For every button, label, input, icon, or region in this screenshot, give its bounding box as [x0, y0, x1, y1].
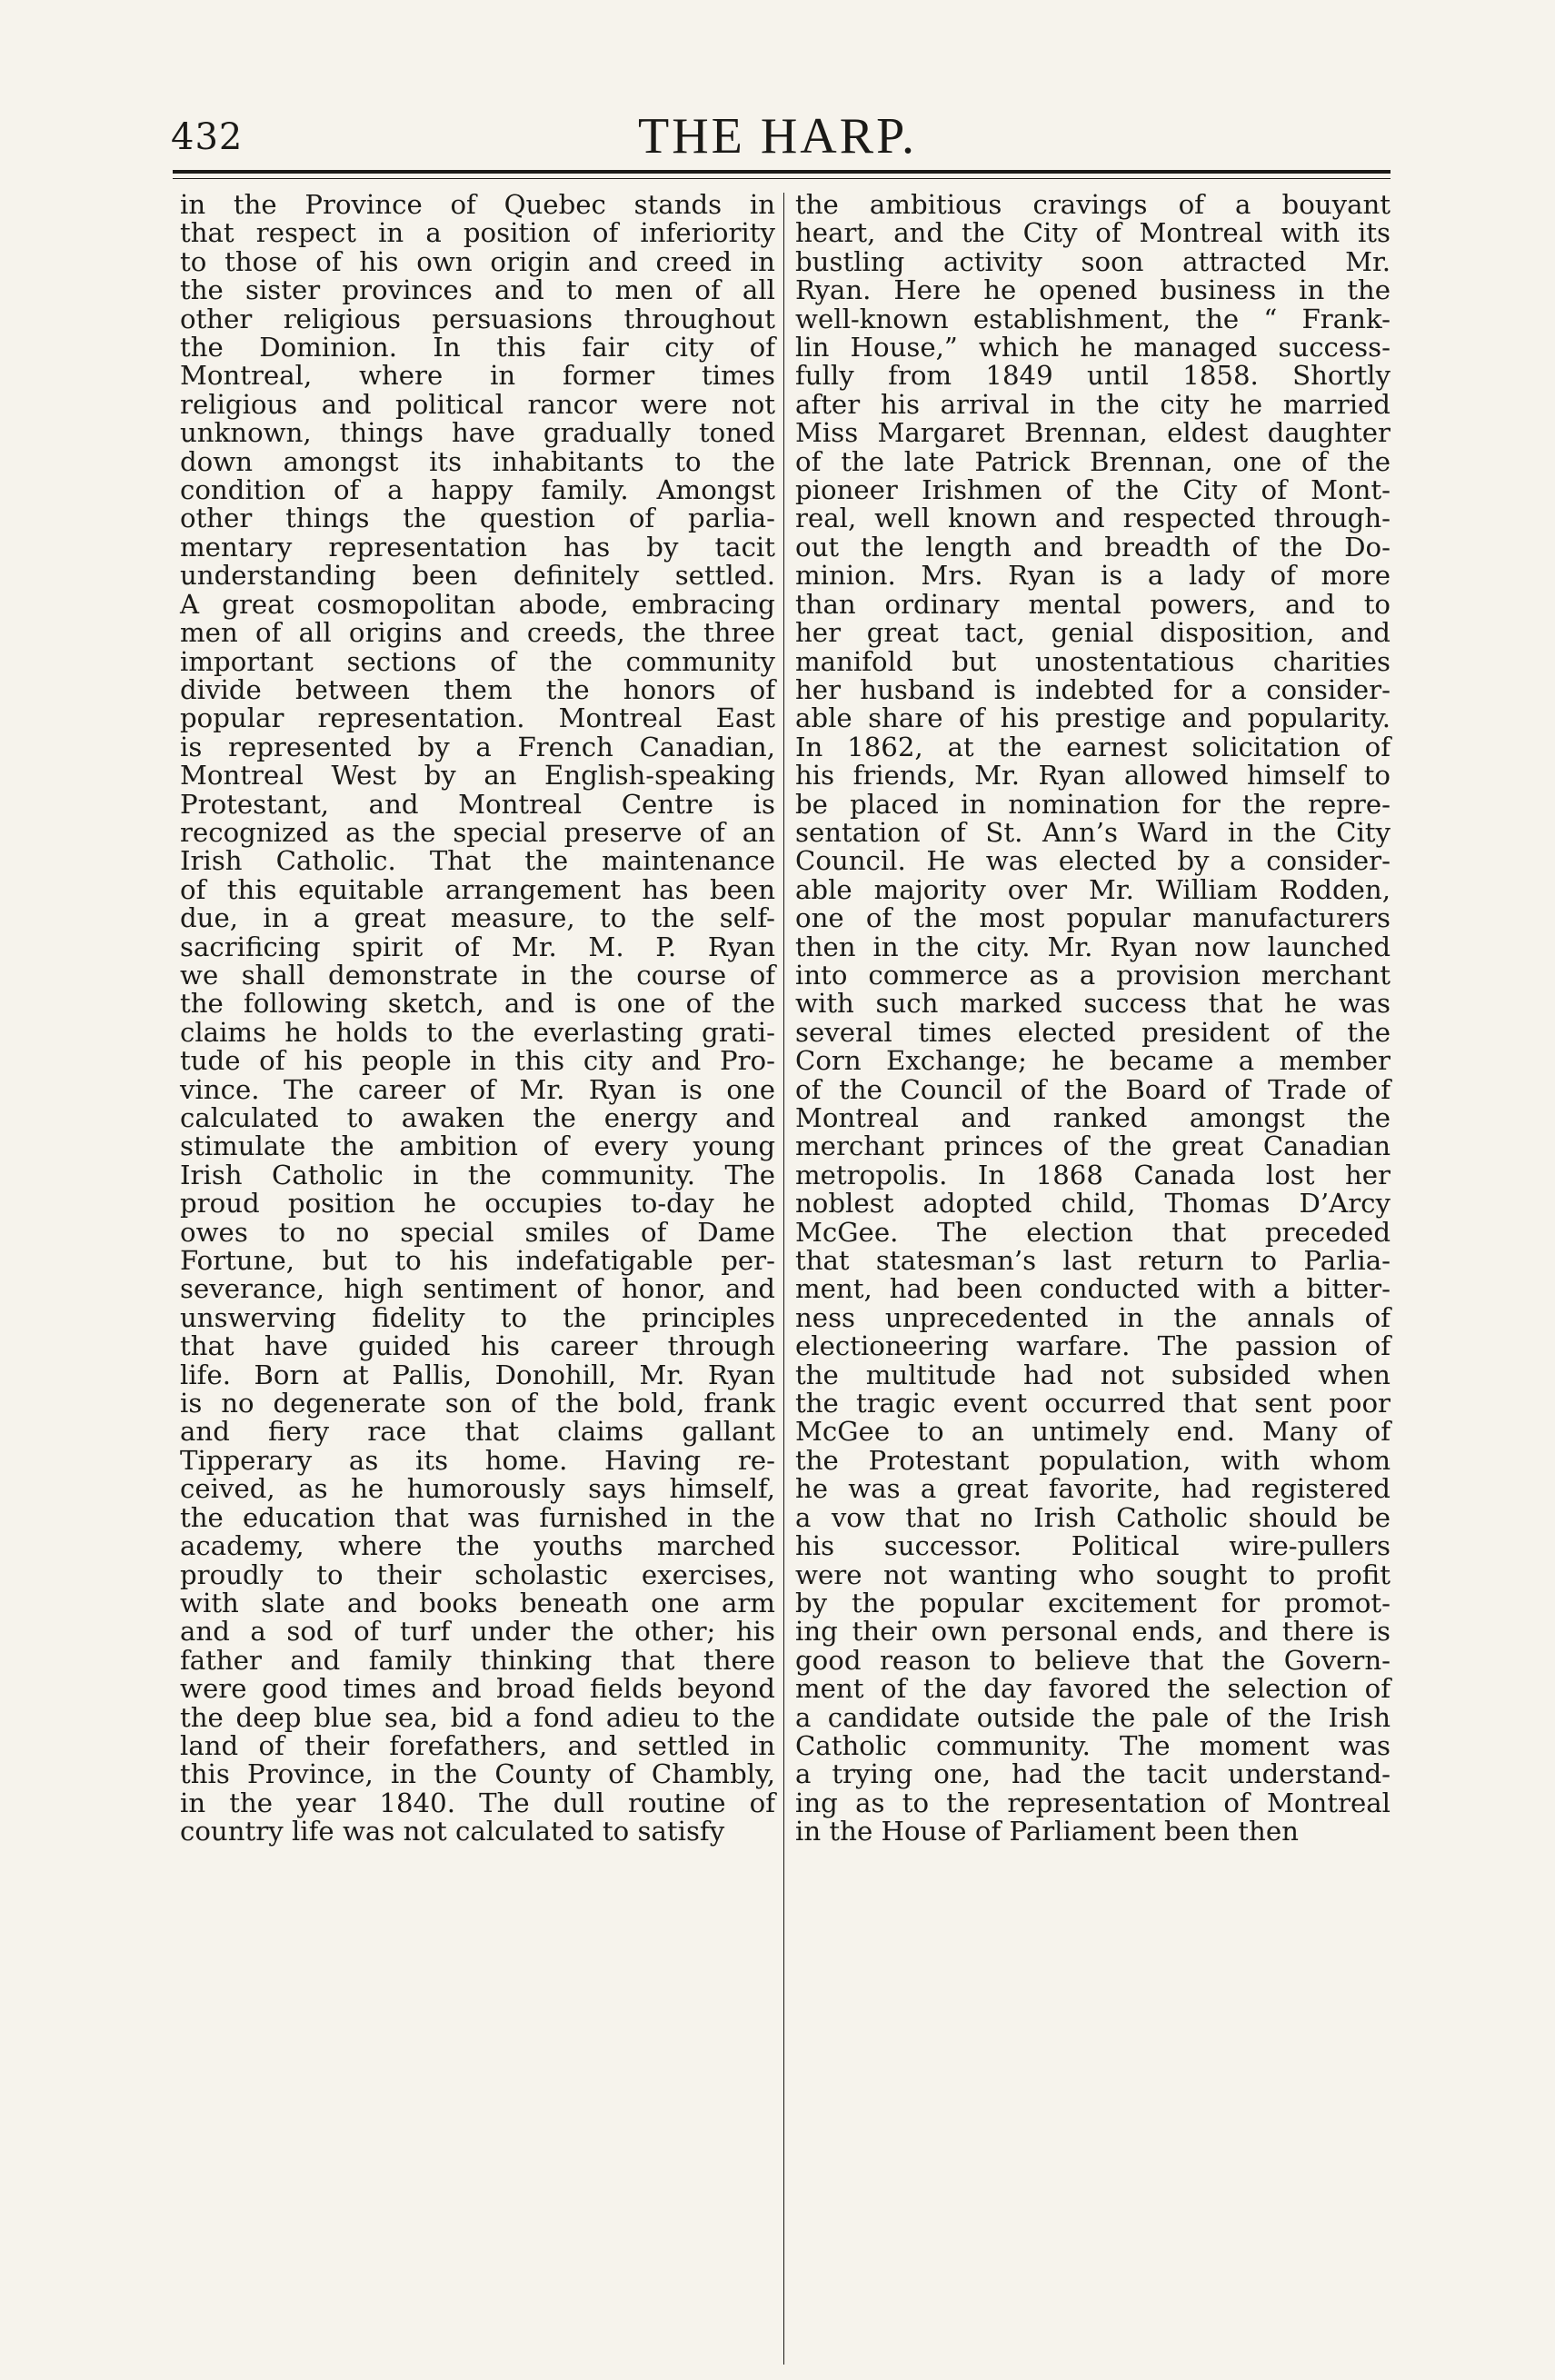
- text-line: A great cosmopolitan abode, embracing: [180, 588, 775, 620]
- column-divider: [783, 193, 784, 2365]
- text-line: in the House of Parliament been then: [795, 1816, 1299, 1847]
- text-line: Corn Exchange; he became a member: [795, 1045, 1391, 1077]
- text-line: of this equitable arrangement has been: [180, 873, 775, 905]
- text-line: ceived, as he humorously says himself,: [180, 1473, 775, 1505]
- left-column: [180, 191, 775, 1847]
- text-line: and a sod of turf under the other; his: [180, 1616, 775, 1648]
- text-line: ment of the day favored the selection of: [795, 1673, 1391, 1705]
- text-line: be placed in nomination for the repre-: [795, 788, 1391, 820]
- text-line: heart, and the City of Montreal with its: [795, 217, 1391, 249]
- text-line: by the popular excitement for promot-: [795, 1587, 1391, 1618]
- text-line: his friends, Mr. Ryan allowed himself to: [795, 760, 1391, 792]
- text-line: metropolis. In 1868 Canada lost her: [795, 1159, 1391, 1190]
- text-line: father and family thinking that there: [180, 1644, 775, 1676]
- text-line: a trying one, had the tacit understand-: [795, 1758, 1391, 1790]
- text-line: this Province, in the County of Chambly,: [180, 1758, 775, 1790]
- text-line: country life was not calculated to satisfy: [180, 1816, 725, 1847]
- text-line: of the Council of the Board of Trade of: [795, 1073, 1391, 1105]
- text-line: we shall demonstrate in the course of: [180, 959, 775, 991]
- text-line: vince. The career of Mr. Ryan is one: [180, 1073, 775, 1105]
- text-line: condition of a happy family. Amongst: [180, 474, 775, 506]
- text-line: other religious persuasions throughout: [180, 303, 775, 334]
- text-line: life. Born at Pallis, Donohill, Mr. Ryan: [180, 1359, 775, 1390]
- text-line: the Protestant population, with whom: [795, 1444, 1391, 1476]
- text-line: McGee to an untimely end. Many of: [795, 1416, 1391, 1448]
- text-line: the tragic event occurred that sent poor: [795, 1388, 1391, 1419]
- text-line: then in the city. Mr. Ryan now launched: [795, 931, 1391, 962]
- text-line: fully from 1849 until 1858. Shortly: [795, 360, 1391, 392]
- text-line: good reason to believe that the Govern-: [795, 1644, 1391, 1676]
- text-line: her great tact, genial disposition, and: [795, 617, 1391, 649]
- text-line: Irish Catholic. That the maintenance: [180, 845, 775, 877]
- text-line: with slate and books beneath one arm: [180, 1587, 775, 1618]
- text-line: noblest adopted child, Thomas D’Arcy: [795, 1188, 1391, 1220]
- text-line: Tipperary as its home. Having re-: [180, 1444, 775, 1476]
- text-line: in the year 1840. The dull routine of: [180, 1787, 775, 1818]
- text-line: into commerce as a provision merchant: [795, 959, 1391, 991]
- text-line: merchant princes of the great Canadian: [795, 1130, 1391, 1162]
- text-line: recognized as the special preserve of an: [180, 816, 775, 848]
- text-line: a candidate outside the pale of the Irish: [795, 1701, 1391, 1733]
- text-line: owes to no special smiles of Dame: [180, 1216, 775, 1248]
- text-line: with such marked success that he was: [795, 988, 1391, 1020]
- text-line: the multitude had not subsided when: [795, 1359, 1391, 1390]
- page-title: THE HARP.: [637, 108, 918, 164]
- right-column: [795, 191, 1391, 1847]
- text-line: Ryan. Here he opened business in the: [795, 274, 1391, 306]
- text-line: unknown, things have gradually toned: [180, 417, 775, 449]
- text-line: that respect in a position of inferiority: [180, 217, 775, 249]
- text-line: Montreal West by an English-speaking: [180, 760, 775, 792]
- text-line: unswerving fidelity to the principles: [180, 1301, 775, 1333]
- text-line: in the Province of Quebec stands in: [180, 189, 775, 220]
- header-rule-thin: [173, 178, 1391, 179]
- text-line: other things the question of parlia-: [180, 503, 775, 534]
- text-line: one of the most popular manufacturers: [795, 902, 1391, 934]
- text-line: the education that was furnished in the: [180, 1501, 775, 1533]
- text-line: pioneer Irishmen of the City of Mont-: [795, 474, 1391, 506]
- page-number: 432: [171, 116, 244, 158]
- text-line: men of all origins and creeds, the three: [180, 617, 775, 649]
- text-line: academy, where the youths marched: [180, 1530, 775, 1562]
- text-line: In 1862, at the earnest solicitation of: [795, 731, 1391, 762]
- text-line: a vow that no Irish Catholic should be: [795, 1501, 1391, 1533]
- text-line: Montreal, where in former times: [180, 360, 775, 392]
- text-line: claims he holds to the everlasting grati-: [180, 1016, 775, 1048]
- text-line: Montreal and ranked amongst the: [795, 1102, 1391, 1133]
- text-line: several times elected president of the: [795, 1016, 1391, 1048]
- text-line: the ambitious cravings of a bouyant: [795, 189, 1391, 220]
- text-line: McGee. The election that preceded: [795, 1216, 1391, 1248]
- text-line: that statesman’s last return to Parlia-: [795, 1245, 1391, 1277]
- text-line: proud position he occupies to-day he: [180, 1188, 775, 1220]
- header-rule-thick: [173, 170, 1391, 174]
- text-line: Catholic community. The moment was: [795, 1729, 1391, 1761]
- text-line: his successor. Political wire-pullers: [795, 1530, 1391, 1562]
- text-line: mentary representation has by tacit: [180, 531, 775, 563]
- text-line: divide between them the honors of: [180, 673, 775, 705]
- text-line: sentation of St. Ann’s Ward in the City: [795, 816, 1391, 848]
- text-line: able share of his prestige and popularity.: [795, 702, 1391, 734]
- text-line: and fiery race that claims gallant: [180, 1416, 775, 1448]
- text-line: well-known establishment, the “ Frank-: [795, 303, 1391, 334]
- text-line: out the length and breadth of the Do-: [795, 531, 1391, 563]
- text-line: understanding been definitely settled.: [180, 560, 775, 592]
- text-line: religious and political rancor were not: [180, 388, 775, 420]
- text-line: important sections of the community: [180, 645, 775, 677]
- text-line: severance, high sentiment of honor, and: [180, 1273, 775, 1305]
- text-line: real, well known and respected through-: [795, 503, 1391, 534]
- text-line: than ordinary mental powers, and to: [795, 588, 1391, 620]
- text-line: stimulate the ambition of every young: [180, 1130, 775, 1162]
- text-line: popular representation. Montreal East: [180, 702, 775, 734]
- text-line: were not wanting who sought to profit: [795, 1558, 1391, 1590]
- text-line: that have guided his career through: [180, 1330, 775, 1362]
- text-line: land of their forefathers, and settled in: [180, 1729, 775, 1761]
- text-line: the Dominion. In this fair city of: [180, 332, 775, 363]
- text-line: proudly to their scholastic exercises,: [180, 1558, 775, 1590]
- text-line: down amongst its inhabitants to the: [180, 445, 775, 477]
- text-line: Protestant, and Montreal Centre is: [180, 788, 775, 820]
- text-line: after his arrival in the city he married: [795, 388, 1391, 420]
- text-line: able majority over Mr. William Rodden,: [795, 873, 1391, 905]
- text-line: he was a great favorite, had registered: [795, 1473, 1391, 1505]
- text-line: ment, had been conducted with a bitter-: [795, 1273, 1391, 1305]
- text-line: her husband is indebted for a consider-: [795, 673, 1391, 705]
- text-line: is represented by a French Canadian,: [180, 731, 775, 762]
- text-line: Council. He was elected by a consider-: [795, 845, 1391, 877]
- text-line: lin House,” which he managed success-: [795, 332, 1391, 363]
- text-line: is no degenerate son of the bold, frank: [180, 1388, 775, 1419]
- text-line: ing as to the representation of Montreal: [795, 1787, 1391, 1818]
- text-line: bustling activity soon attracted Mr.: [795, 245, 1391, 277]
- text-line: Miss Margaret Brennan, eldest daughter: [795, 417, 1391, 449]
- text-line: tude of his people in this city and Pro-: [180, 1045, 775, 1077]
- text-line: ing their own personal ends, and there is: [795, 1616, 1391, 1648]
- text-line: were good times and broad fields beyond: [180, 1673, 775, 1705]
- text-line: ness unprecedented in the annals of: [795, 1301, 1391, 1333]
- text-line: to those of his own origin and creed in: [180, 245, 775, 277]
- text-line: the sister provinces and to men of all: [180, 274, 775, 306]
- text-line: Fortune, but to his indefatigable per-: [180, 1245, 775, 1277]
- text-line: manifold but unostentatious charities: [795, 645, 1391, 677]
- text-line: Irish Catholic in the community. The: [180, 1159, 775, 1190]
- text-line: sacrificing spirit of Mr. M. P. Ryan: [180, 931, 775, 962]
- text-line: calculated to awaken the energy and: [180, 1102, 775, 1133]
- text-line: the following sketch, and is one of the: [180, 988, 775, 1020]
- text-line: electioneering warfare. The passion of: [795, 1330, 1391, 1362]
- text-line: due, in a great measure, to the self-: [180, 902, 775, 934]
- text-line: of the late Patrick Brennan, one of the: [795, 445, 1391, 477]
- text-line: the deep blue sea, bid a fond adieu to the: [180, 1701, 775, 1733]
- text-line: minion. Mrs. Ryan is a lady of more: [795, 560, 1391, 592]
